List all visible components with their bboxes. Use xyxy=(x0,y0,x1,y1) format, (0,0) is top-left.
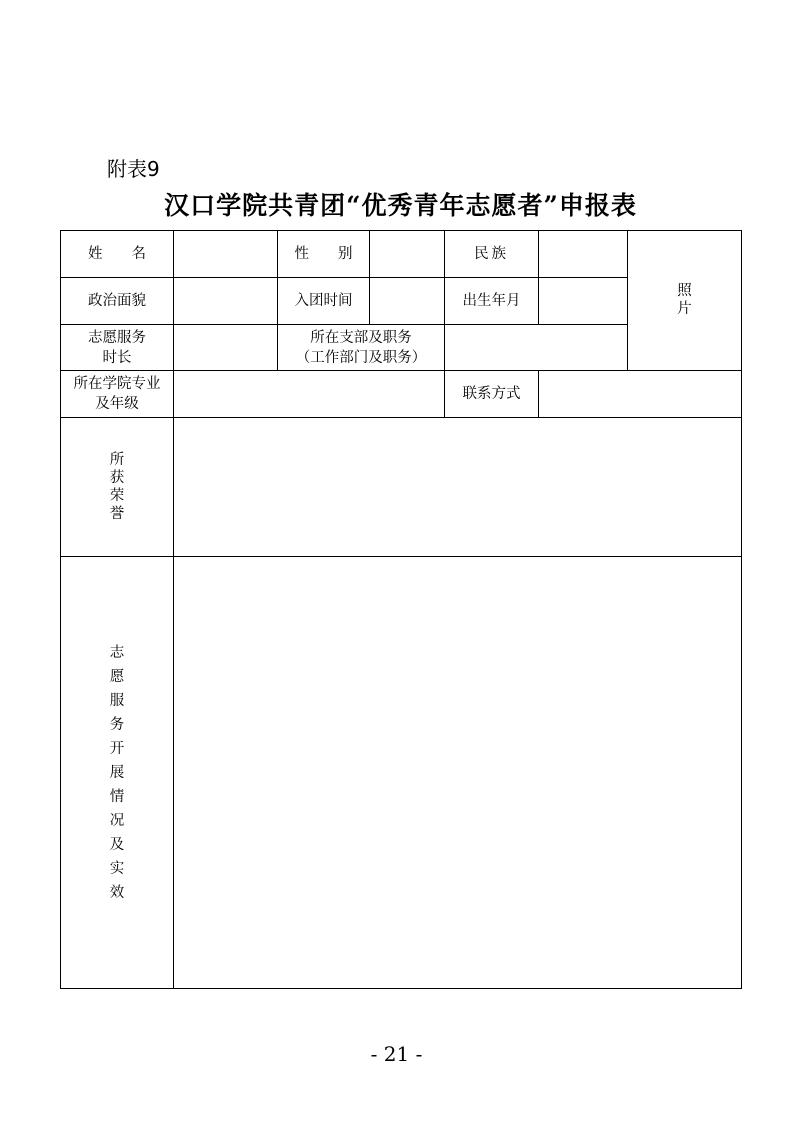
appendix-label: 附表9 xyxy=(107,157,160,181)
league-join-time-label: 入团时间 xyxy=(278,278,370,325)
volunteer-hours-label xyxy=(61,325,174,371)
birth-date-label: 出生年月 xyxy=(445,278,539,325)
name-label: 姓 名 xyxy=(61,231,174,278)
page-title: 汉口学院共青团“优秀青年志愿者”申报表 xyxy=(164,191,637,220)
branch-position-label-line1: 所在支部及职务 xyxy=(310,329,412,346)
photo-label: 照片 xyxy=(677,283,692,317)
form-row-honors xyxy=(61,418,742,557)
form-row-1 xyxy=(61,231,742,278)
honors-field[interactable] xyxy=(174,418,742,557)
branch-position-field[interactable] xyxy=(445,325,628,371)
photo-box[interactable] xyxy=(628,231,742,371)
name-field[interactable] xyxy=(174,231,278,278)
league-join-time-field[interactable] xyxy=(370,278,445,325)
ethnicity-field[interactable] xyxy=(539,231,628,278)
contact-field[interactable] xyxy=(539,371,742,418)
political-status-field[interactable] xyxy=(174,278,278,325)
birth-date-field[interactable] xyxy=(539,278,628,325)
form-row-service xyxy=(61,557,742,989)
application-form-table xyxy=(60,230,742,989)
gender-field[interactable] xyxy=(370,231,445,278)
college-major-label-line2: 及年级 xyxy=(95,396,139,412)
volunteer-hours-label-line1: 志愿服务 xyxy=(88,329,146,346)
gender-label: 性 别 xyxy=(278,231,370,278)
political-status-label: 政治面貌 xyxy=(61,278,174,325)
volunteer-hours-label-line2: 时长 xyxy=(102,349,132,366)
form-row-4 xyxy=(61,371,742,418)
service-field[interactable] xyxy=(174,557,742,989)
honors-label: 所获荣誉 xyxy=(61,418,174,557)
ethnicity-label: 民族 xyxy=(445,231,539,278)
branch-position-label-line2: （工作部门及职务） xyxy=(295,349,427,366)
college-major-label xyxy=(61,371,174,418)
college-major-label-line1: 所在学院专业 xyxy=(73,376,161,392)
volunteer-hours-field[interactable] xyxy=(174,325,278,371)
college-major-field[interactable] xyxy=(174,371,445,418)
service-label: 志愿服务开展情况及实效 xyxy=(61,557,174,989)
contact-label: 联系方式 xyxy=(445,371,539,418)
branch-position-label xyxy=(278,325,445,371)
page-number: - 21 - xyxy=(370,1042,423,1066)
